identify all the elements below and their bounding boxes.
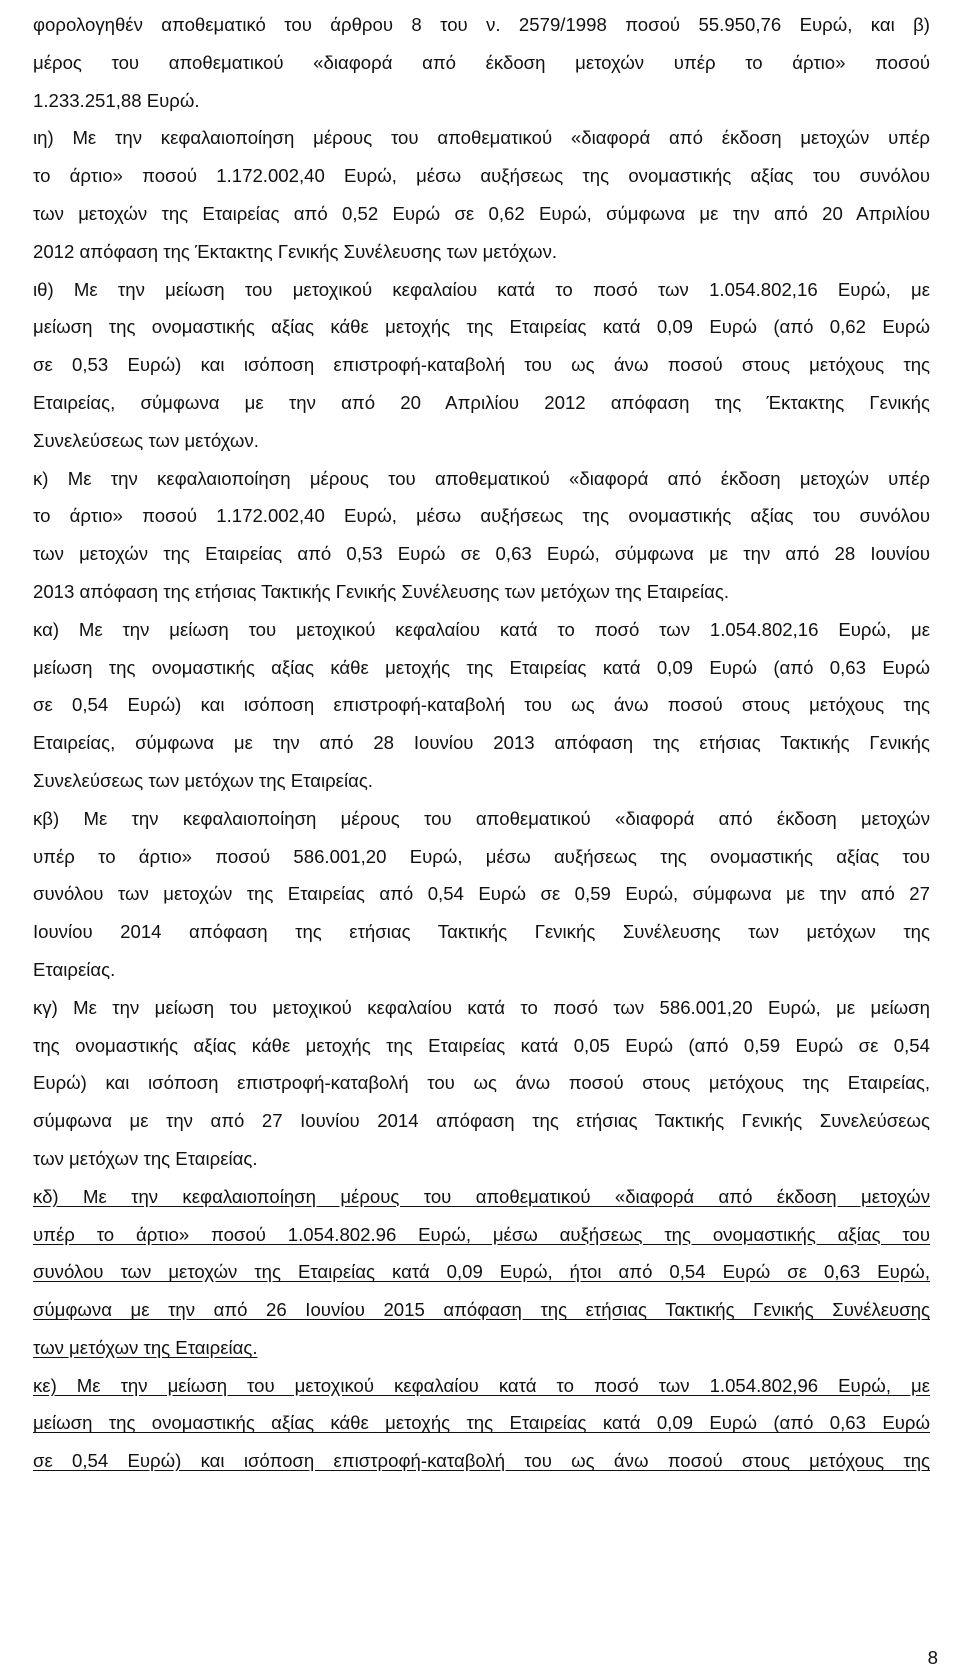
text-line: κγ) Με την μείωση του μετοχικού κεφαλαίου κατά το ποσό των 586.001,20 Ευρώ, με μείωση [33,996,930,1018]
text-line: κε) Με την μείωση του μετοχικού κεφαλαίου κατά το ποσό των 1.054.802,96 Ευρώ, με [33,1374,930,1396]
text-line: το άρτιο» ποσού 1.172.002,40 Ευρώ, μέσω αυξήσεως της ονομαστικής αξίας του συνόλου [33,165,930,187]
text-line: φορολογηθέν αποθεματικό του άρθρου 8 του ν. 2579/1998 ποσού 55.950,76 Ευρώ, και β) [33,14,930,35]
text-line: των μετόχων της Εταιρείας. [33,1147,258,1169]
text-line: Εταιρείας. [33,958,116,980]
text-line: σε 0,53 Ευρώ) και ισόποση επιστροφή-καταβολή του ως άνω ποσού στους μετόχους της [33,354,930,376]
text-line: κα) Με την μείωση του μετοχικού κεφαλαίου κατά το ποσό των 1.054.802,16 Ευρώ, με [33,618,930,640]
text-line: μείωση της ονομαστικής αξίας κάθε μετοχής της Εταιρείας κατά 0,09 Ευρώ (από 0,63 Ευρώ [33,656,930,678]
text-line: συνόλου των μετοχών της Εταιρείας κατά 0,09 Ευρώ, ήτοι από 0,54 Ευρώ σε 0,63 Ευρώ, [33,1261,930,1283]
text-line: 2013 απόφαση της ετήσιας Τακτικής Γενικής Συνέλευσης των μετόχων της Εταιρείας. [33,580,729,602]
text-line: 2012 απόφαση της Έκτακτης Γενικής Συνέλευσης των μετόχων. [33,240,558,262]
text-line: σύμφωνα με την από 27 Ιουνίου 2014 απόφαση της ετήσιας Τακτικής Γενικής Συνελεύσεως [33,1110,930,1132]
text-line: μέρος του αποθεματικού «διαφορά από έκδοση μετοχών υπέρ το άρτιο» ποσού [33,51,930,73]
text-line: της ονομαστικής αξίας κάθε μετοχής της Εταιρείας κατά 0,05 Ευρώ (από 0,59 Ευρώ σε 0,54 [33,1034,930,1056]
text-line: σε 0,54 Ευρώ) και ισόποση επιστροφή-καταβολή του ως άνω ποσού στους μετόχους της [33,694,930,716]
text-line: 1.233.251,88 Ευρώ. [33,89,200,111]
text-line: Ευρώ) και ισόποση επιστροφή-καταβολή του ως άνω ποσού στους μετόχους της Εταιρείας, [33,1072,930,1094]
body-text [33,6,930,1480]
text-line: ιη) Με την κεφαλαιοποίηση μέρους του αποθεματικού «διαφορά από έκδοση μετοχών υπέρ [33,127,930,149]
text-line: των μετόχων της Εταιρείας. [33,1336,258,1358]
text-line: Εταιρείας, σύμφωνα με την από 20 Απριλίου 2012 απόφαση της Έκτακτης Γενικής [33,391,930,413]
text-line: υπέρ το άρτιο» ποσού 586.001,20 Ευρώ, μέσω αυξήσεως της ονομαστικής αξίας του [33,845,930,867]
text-line: σύμφωνα με την από 26 Ιουνίου 2015 απόφαση της ετήσιας Τακτικής Γενικής Συνέλευσης [33,1299,930,1321]
page-number: 8 [927,1647,938,1668]
text-line: κ) Με την κεφαλαιοποίηση μέρους του αποθεματικού «διαφορά από έκδοση μετοχών υπέρ [33,467,930,489]
text-line: υπέρ το άρτιο» ποσού 1.054.802.96 Ευρώ, μέσω αυξήσεως της ονομαστικής αξίας του [33,1223,930,1245]
text-line: το άρτιο» ποσού 1.172.002,40 Ευρώ, μέσω αυξήσεως της ονομαστικής αξίας του συνόλου [33,505,930,527]
text-line: μείωση της ονομαστικής αξίας κάθε μετοχής της Εταιρείας κατά 0,09 Ευρώ (από 0,62 Ευρώ [33,316,930,338]
text-line: των μετοχών της Εταιρείας από 0,53 Ευρώ σε 0,63 Ευρώ, σύμφωνα με την από 28 Ιουνίου [33,543,930,565]
text-line: των μετοχών της Εταιρείας από 0,52 Ευρώ σε 0,62 Ευρώ, σύμφωνα με την από 20 Απριλίου [33,202,930,224]
text-line: Εταιρείας, σύμφωνα με την από 28 Ιουνίου 2013 απόφαση της ετήσιας Τακτικής Γενικής [33,732,930,754]
text-line: σε 0,54 Ευρώ) και ισόποση επιστροφή-καταβολή του ως άνω ποσού στους μετόχους της [33,1450,930,1472]
text-line: Συνελεύσεως των μετόχων της Εταιρείας. [33,769,373,791]
text-line: μείωση της ονομαστικής αξίας κάθε μετοχής της Εταιρείας κατά 0,09 Ευρώ (από 0,63 Ευρώ [33,1412,930,1434]
text-line: ιθ) Με την μείωση του μετοχικού κεφαλαίου κατά το ποσό των 1.054.802,16 Ευρώ, με [33,278,930,300]
text-line: συνόλου των μετοχών της Εταιρείας από 0,54 Ευρώ σε 0,59 Ευρώ, σύμφωνα με την από 27 [33,883,930,905]
text-line: κδ) Με την κεφαλαιοποίηση μέρους του αποθεματικού «διαφορά από έκδοση μετοχών [33,1185,930,1207]
text-line: κβ) Με την κεφαλαιοποίηση μέρους του αποθεματικού «διαφορά από έκδοση μετοχών [33,807,930,829]
text-line: Συνελεύσεως των μετόχων. [33,429,259,451]
text-line: Ιουνίου 2014 απόφαση της ετήσιας Τακτικής Γενικής Συνέλευσης των μετόχων της [33,921,930,943]
